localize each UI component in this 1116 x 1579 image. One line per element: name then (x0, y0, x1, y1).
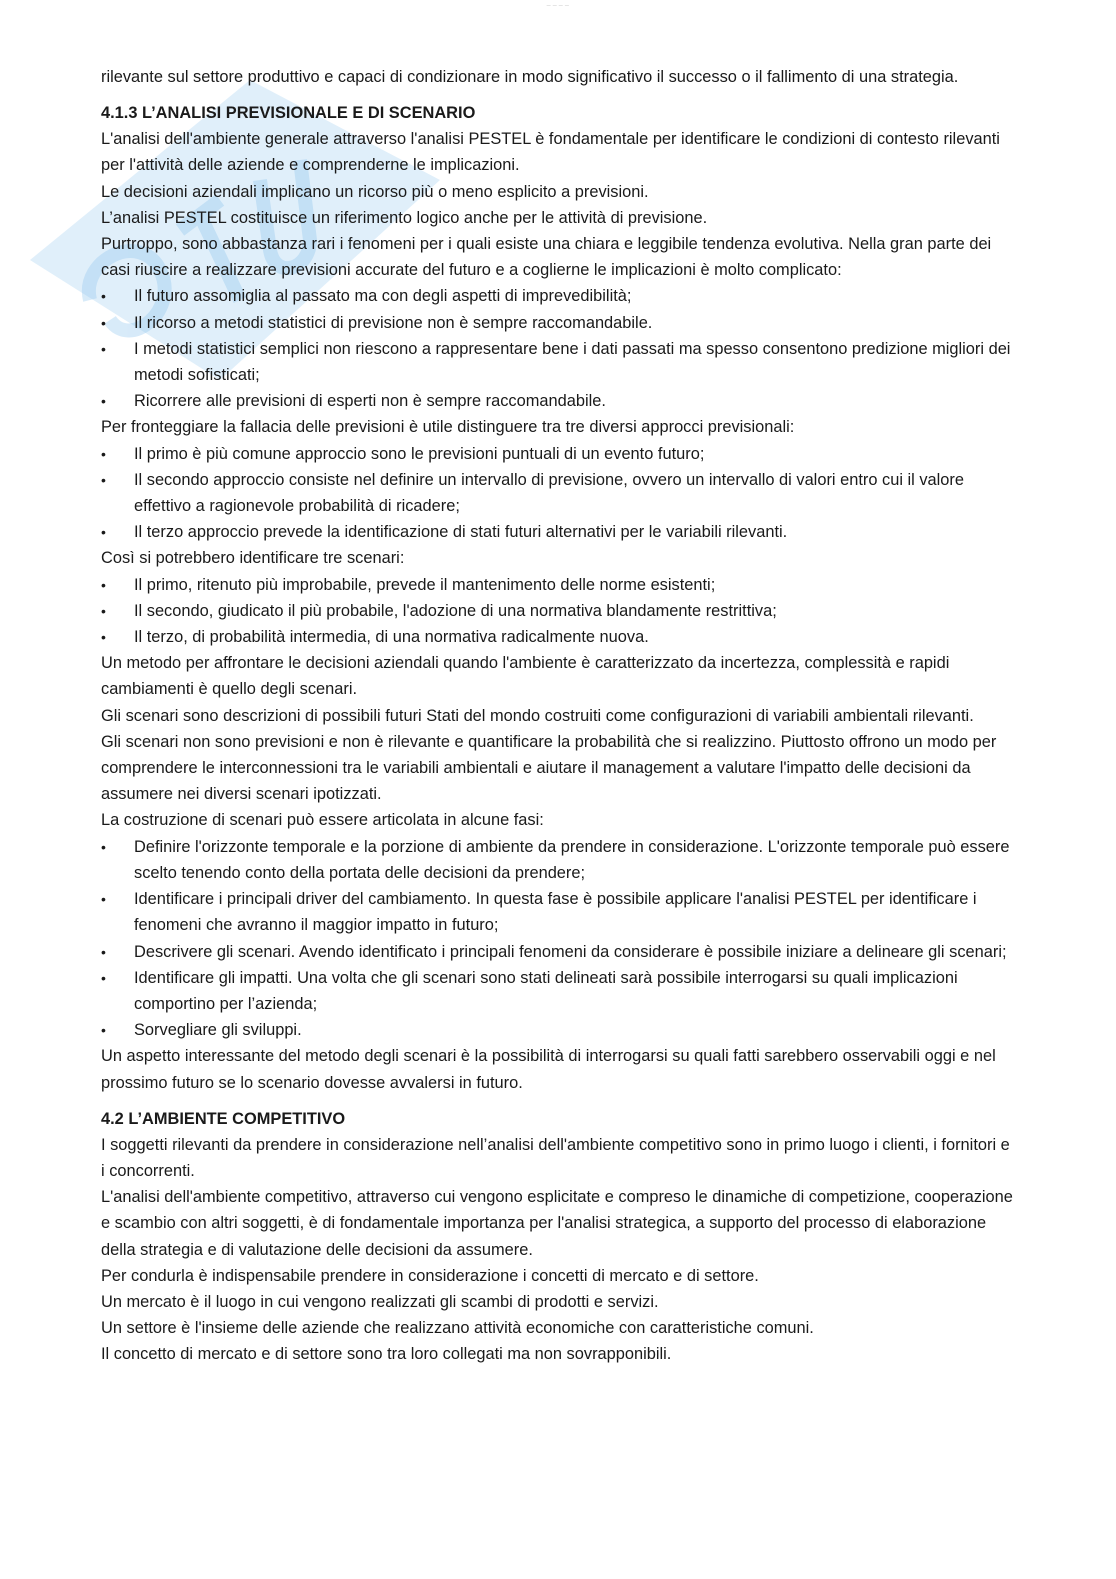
paragraph: La costruzione di scenari può essere articolata in alcune fasi: (101, 811, 544, 830)
list-item (101, 336, 1016, 388)
bullet-icon: • (101, 602, 106, 619)
document-body (101, 64, 1016, 1368)
bullet-list-forecast-difficulties (101, 283, 1016, 414)
paragraph: I soggetti rilevanti da prendere in considerazione nell’analisi dell'ambiente competitivo sono in primo luogo i clienti, i fornitori e i concorrenti. (101, 1135, 1010, 1180)
list-item (101, 834, 1016, 886)
bullet-icon: • (101, 838, 106, 855)
list-item-text: Il secondo, giudicato il più probabile, l'adozione di una normativa blandamente restrittiva; (134, 601, 777, 620)
section-heading-4-1-3: 4.1.3 L’ANALISI PREVISIONALE E DI SCENARIO (101, 104, 476, 123)
list-item-text: Ricorrere alle previsioni di esperti non è sempre raccomandabile. (134, 392, 606, 411)
paragraph: L'analisi dell'ambiente competitivo, attraverso cui vengono esplicitate e compreso le dinamiche di competizione, cooperazione e scambio con altri soggetti, è di fondamentale importanza per l'analisi strategica, a supporto del processo di elaborazione della strategia e di valutazione delle decisioni da assumere. (101, 1188, 1013, 1259)
list-item-text: Il ricorso a metodi statistici di previsione non è sempre raccomandabile. (134, 313, 653, 332)
list-item (101, 467, 1016, 519)
paragraph: Purtroppo, sono abbastanza rari i fenomeni per i quali esiste una chiara e leggibile tendenza evolutiva. Nella gran parte dei casi riuscire a realizzare previsioni accurate del futuro e a coglierne le implicazioni è molto complicato: (101, 235, 992, 280)
bullet-icon: • (101, 943, 106, 960)
list-item-text: Il primo è più comune approccio sono le previsioni puntuali di un evento futuro; (134, 444, 705, 463)
bullet-icon: • (101, 891, 106, 908)
paragraph: Per condurla è indispensabile prendere in considerazione i concetti di mercato e di settore. (101, 1266, 759, 1285)
bullet-icon: • (101, 393, 106, 410)
paragraph: L'analisi dell'ambiente generale attraverso l'analisi PESTEL è fondamentale per identificare le condizioni di contesto rilevanti per l'attività delle aziende e comprenderne le implicazioni. (101, 130, 1000, 175)
paragraph: Un settore è l'insieme delle aziende che realizzano attività economiche con caratteristiche comuni. (101, 1319, 814, 1338)
list-item (101, 310, 1016, 336)
list-item (101, 441, 1016, 467)
bullet-icon: • (101, 576, 106, 593)
section-heading-4-2: 4.2 L’AMBIENTE COMPETITIVO (101, 1109, 346, 1128)
bullet-icon: • (101, 288, 106, 305)
bullet-icon: • (101, 969, 106, 986)
list-item-text: Il terzo, di probabilità intermedia, di una normativa radicalmente nuova. (134, 628, 649, 647)
bullet-icon: • (101, 629, 106, 646)
page-header-mark: — — — — (546, 2, 570, 7)
list-item (101, 939, 1016, 965)
list-item (101, 572, 1016, 598)
bullet-icon: • (101, 340, 106, 357)
intro-paragraph: rilevante sul settore produttivo e capaci di condizionare in modo significativo il successo o il fallimento di una strategia. (101, 68, 959, 86)
paragraph: Un mercato è il luogo in cui vengono realizzati gli scambi di prodotti e servizi. (101, 1292, 659, 1311)
list-item (101, 886, 1016, 938)
list-item (101, 283, 1016, 309)
paragraph: Le decisioni aziendali implicano un ricorso più o meno esplicito a previsioni. (101, 182, 649, 201)
list-item (101, 519, 1016, 545)
bullet-icon: • (101, 1022, 106, 1039)
list-item-text: Descrivere gli scenari. Avendo identificato i principali fenomeni da considerare è possibile iniziare a delineare gli scenari; (134, 942, 1007, 961)
paragraph: Così si potrebbero identificare tre scenari: (101, 549, 405, 568)
list-item (101, 624, 1016, 650)
paragraph: L’analisi PESTEL costituisce un riferimento logico anche per le attività di previsione. (101, 208, 708, 227)
bullet-list-phases (101, 834, 1016, 1044)
list-item-text: Definire l'orizzonte temporale e la porzione di ambiente da prendere in considerazione. L'orizzonte temporale può essere scelto tenendo conto della portata delle decisioni da prendere; (134, 837, 1010, 882)
list-item-text: Identificare i principali driver del cambiamento. In questa fase è possibile applicare l'analisi PESTEL per identificare i fenomeni che avranno il maggior impatto in futuro; (134, 890, 977, 935)
bullet-icon: • (101, 471, 106, 488)
list-item-text: Il secondo approccio consiste nel definire un intervallo di previsione, ovvero un intervallo di valori entro cui il valore effettivo a ragionevole probabilità di ricadere; (134, 470, 964, 516)
paragraph: Un metodo per affrontare le decisioni aziendali quando l'ambiente è caratterizzato da incertezza, complessità e rapidi cambiamenti è quello degli scenari. (101, 654, 950, 699)
list-item (101, 1017, 1016, 1043)
list-item-text: Il futuro assomiglia al passato ma con degli aspetti di imprevedibilità; (134, 287, 632, 306)
paragraph: Per fronteggiare la fallacia delle previsioni è utile distinguere tra tre diversi approcci previsionali: (101, 418, 795, 437)
list-item (101, 388, 1016, 414)
list-item-text: I metodi statistici semplici non riescono a rappresentare bene i dati passati ma spesso consentono predizione migliori dei metodi sofisticati; (134, 339, 1011, 385)
list-item-text: Il primo, ritenuto più improbabile, prevede il mantenimento delle norme esistenti; (134, 575, 716, 594)
bullet-icon: • (101, 314, 106, 331)
list-item (101, 965, 1016, 1017)
bullet-icon: • (101, 524, 106, 541)
bullet-list-approaches (101, 441, 1016, 546)
bullet-icon: • (101, 445, 106, 462)
paragraph: Un aspetto interessante del metodo degli scenari è la possibilità di interrogarsi su quali fatti sarebbero osservabili oggi e nel prossimo futuro se lo scenario dovesse avvalersi in futuro. (101, 1047, 996, 1092)
list-item-text: Il terzo approccio prevede la identificazione di stati futuri alternativi per le variabili rilevanti. (134, 523, 788, 542)
bullet-list-scenarios (101, 572, 1016, 651)
paragraph: Gli scenari non sono previsioni e non è rilevante e quantificare la probabilità che si realizzino. Piuttosto offrono un modo per comprendere le interconnessioni tra le variabili ambientali e aiutare il management a valutare l'impatto delle decisioni da assumere nei diversi scenari ipotizzati. (101, 732, 997, 804)
list-item-text: Identificare gli impatti. Una volta che gli scenari sono stati delineati sarà possibile interrogarsi su quali implicazioni comportino per l’azienda; (134, 968, 958, 1013)
list-item-text: Sorvegliare gli sviluppi. (134, 1021, 302, 1040)
paragraph: Gli scenari sono descrizioni di possibili futuri Stati del mondo costruiti come configurazioni di variabili ambientali rilevanti. (101, 706, 974, 725)
list-item (101, 598, 1016, 624)
paragraph: Il concetto di mercato e di settore sono tra loro collegati ma non sovrapponibili. (101, 1345, 672, 1364)
